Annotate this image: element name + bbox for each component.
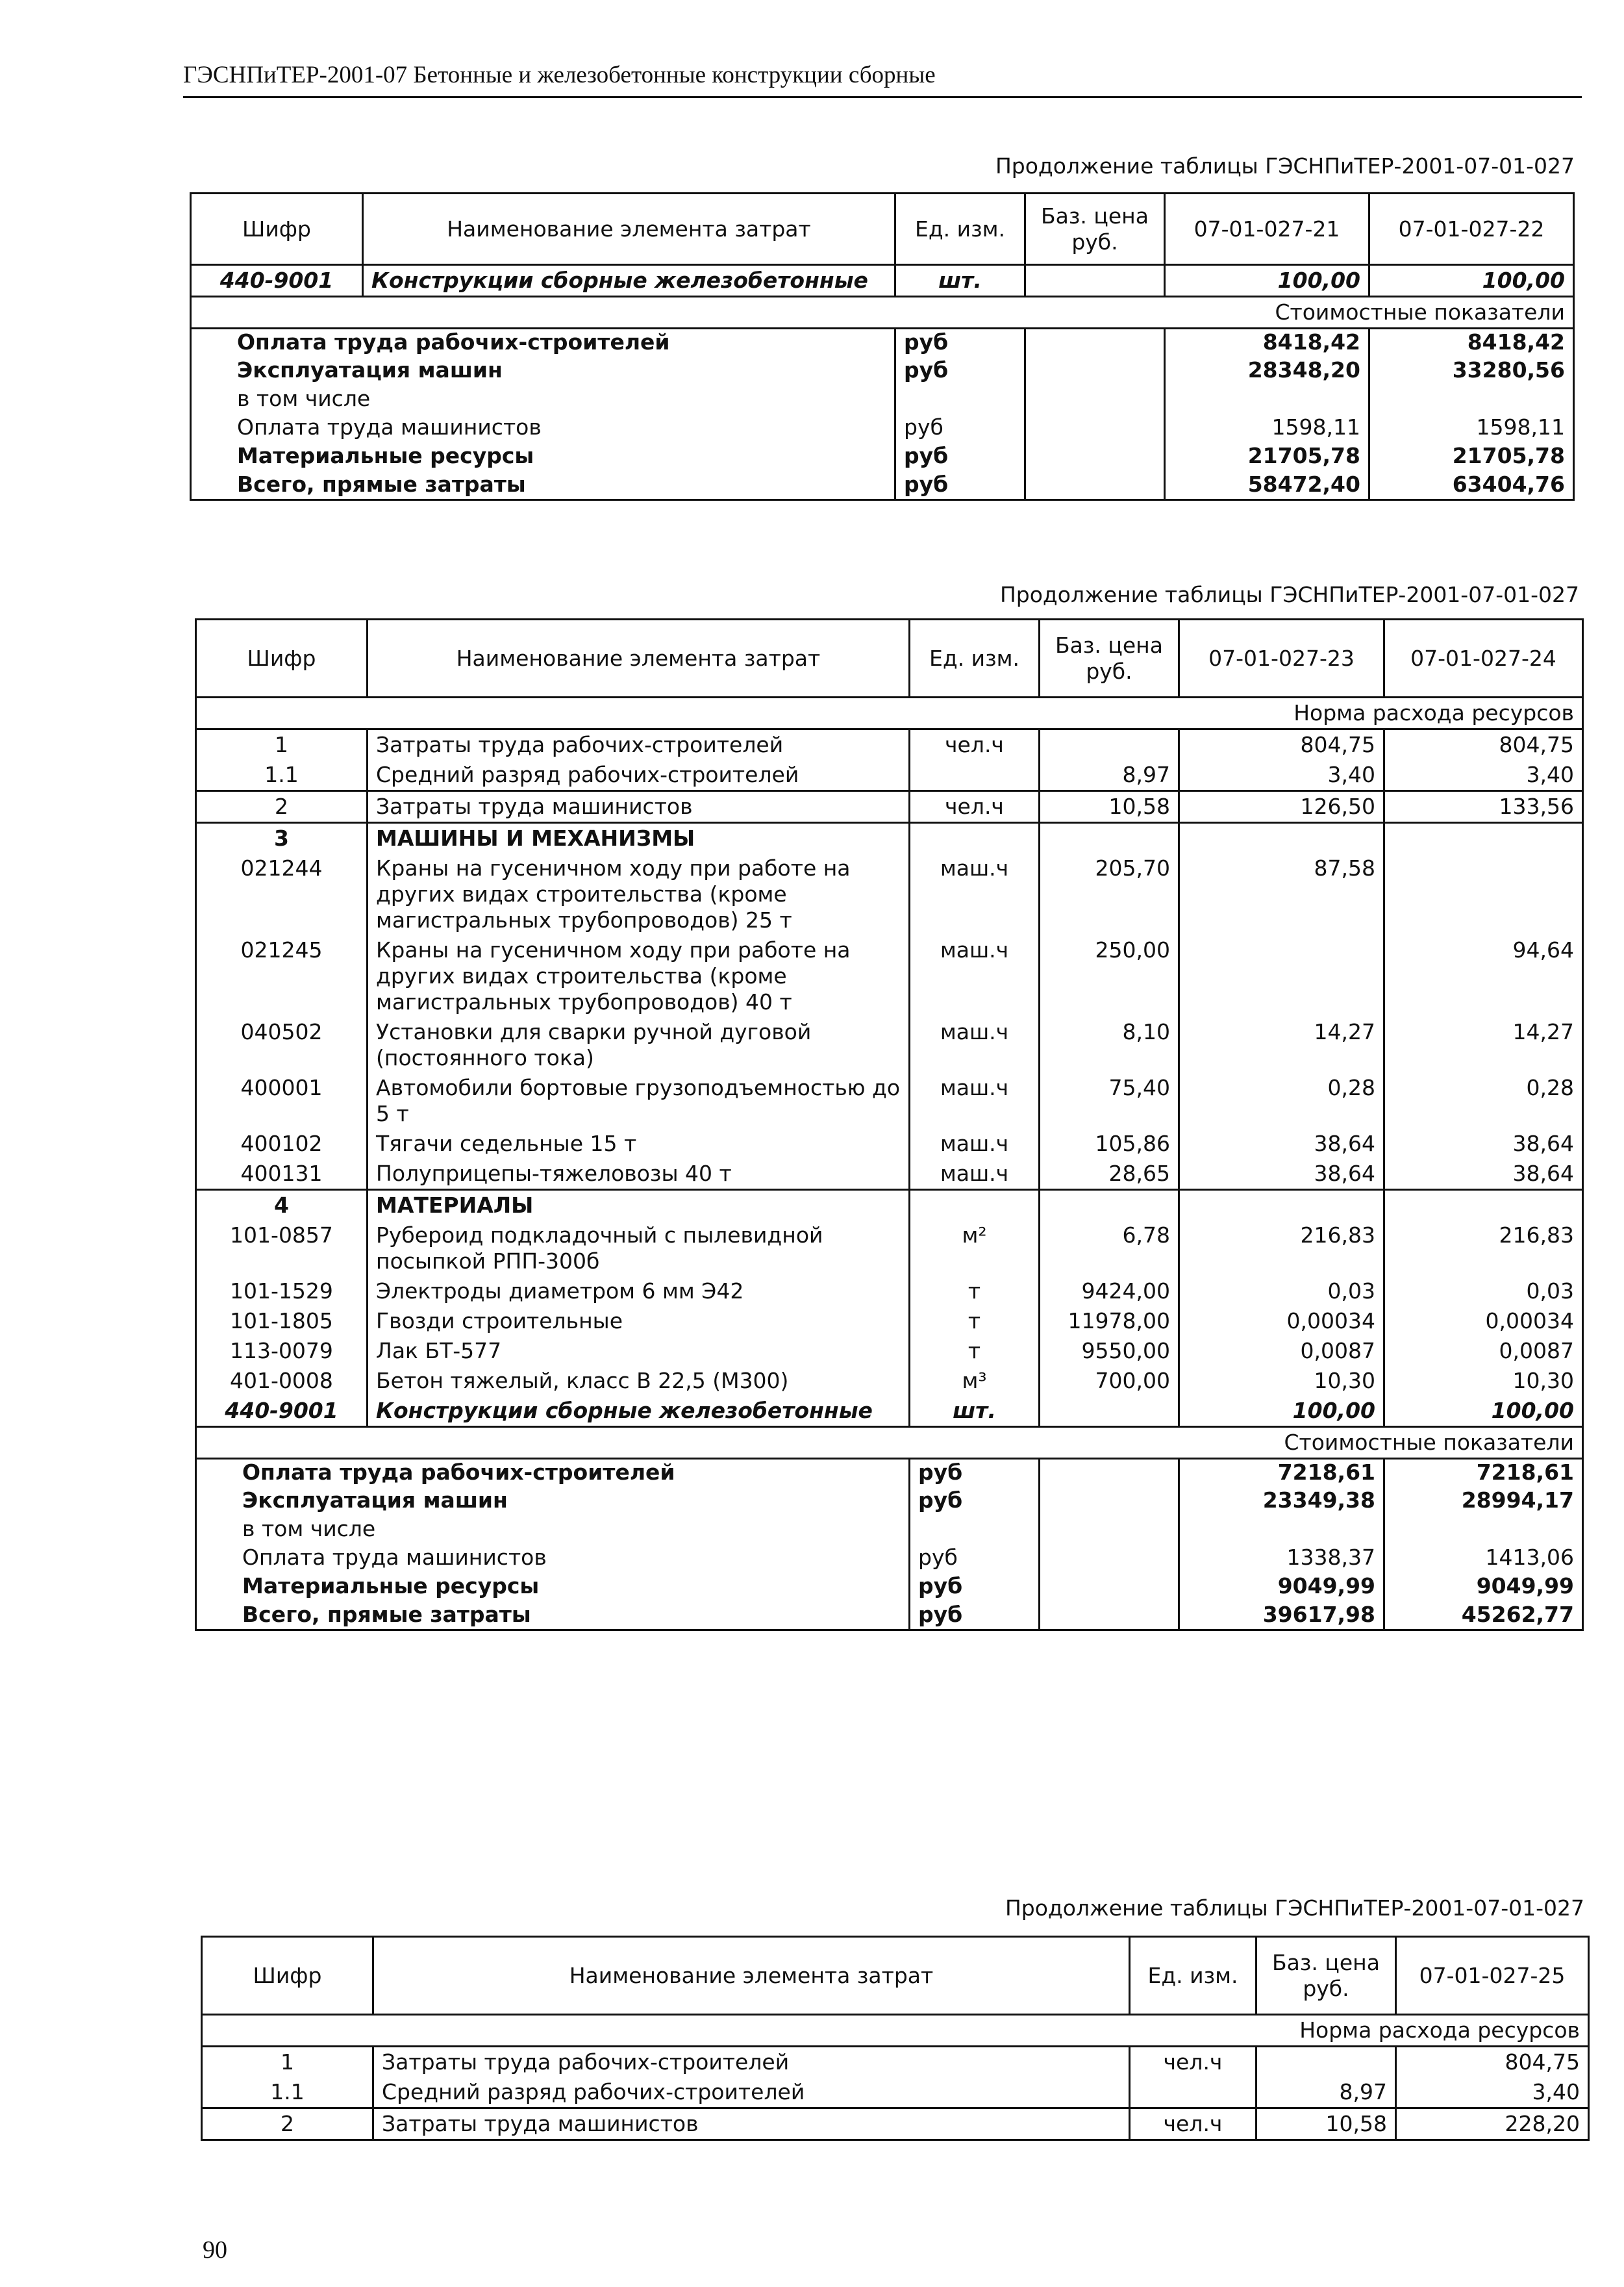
row-value: 3,40 [1396,2077,1589,2108]
cost-unit: руб [895,357,1025,386]
row-value: 14,27 [1384,1017,1583,1073]
cost-value: 63404,76 [1369,472,1574,500]
row-value: 804,75 [1396,2047,1589,2078]
cost-section-label: Стоимостные показатели [196,1427,1583,1459]
table1-cost-body [191,329,1574,500]
cost-value [1384,1516,1583,1545]
col-code-header: Шифр [196,620,368,698]
row-unit: маш.ч [910,853,1040,935]
row-name: Рубероид подкладочный с пылевидной посыпкой РПП-300б [368,1220,910,1276]
table3-resource-body [202,2047,1589,2140]
cost-value: 21705,78 [1369,443,1574,472]
row-code: 021245 [196,935,368,1017]
row-unit: шт. [895,265,1025,297]
cost-price-empty [1025,386,1165,414]
row-value: 10,30 [1179,1366,1384,1396]
cost-unit: руб [910,1487,1040,1516]
row-price [1040,1396,1179,1427]
cost-value [1179,1516,1384,1545]
row-value: 216,83 [1384,1220,1583,1276]
table-row [202,2108,1589,2140]
cost-row [191,357,1574,386]
cost-price-empty [1025,357,1165,386]
col-name-header: Наименование элемента затрат [363,194,895,265]
row-unit: м² [910,1220,1040,1276]
row-value [1384,1190,1583,1221]
cost-name: в том числе [242,1515,376,1541]
col-v1-header: 07-01-027-23 [1179,620,1384,698]
table-row [196,1017,1583,1073]
cost-price-empty [1040,1573,1179,1602]
row-value: 0,03 [1179,1276,1384,1306]
cost-value: 45262,77 [1384,1602,1583,1630]
cost-value: 21705,78 [1165,443,1369,472]
row-code: 440-9001 [196,1396,368,1427]
row-name: Гвозди строительные [368,1306,910,1336]
col-unit-header: Ед. изм. [910,620,1040,698]
running-header: ГЭСНПиТЕР-2001-07 Бетонные и железобетонные конструкции сборные [183,61,1582,98]
row-value: 14,27 [1179,1017,1384,1073]
cost-name: Материальные ресурсы [237,442,534,468]
cost-price-empty [1040,1459,1179,1487]
row-name: Тягачи седельные 15 т [368,1129,910,1159]
col-name-header: Наименование элемента затрат [368,620,910,698]
table2-norm-section [196,698,1583,729]
cost-row [191,443,1574,472]
cost-price-empty [1040,1602,1179,1630]
table-row [196,1366,1583,1396]
table3-header-row [202,1937,1589,2015]
cost-name: Всего, прямые затраты [237,471,526,497]
col-v1-header: 07-01-027-25 [1396,1937,1589,2015]
row-unit: чел.ч [910,791,1040,823]
row-value: 0,28 [1384,1073,1583,1129]
cost-value: 7218,61 [1179,1459,1384,1487]
table1-header-row [191,194,1574,265]
row-name: Автомобили бортовые грузоподъемностью до 5 т [368,1073,910,1129]
row-price: 10,58 [1256,2108,1396,2140]
cost-value: 7218,61 [1384,1459,1583,1487]
table-row [202,2047,1589,2078]
cost-value [1369,386,1574,414]
table-row [196,791,1583,823]
cost-unit: руб [895,443,1025,472]
cost-row [196,1516,1583,1545]
row-name: Затраты труда машинистов [368,791,910,823]
cost-name: Эксплуатация машин [237,357,503,383]
col-price-header: Баз. цена руб. [1025,194,1165,265]
cost-price-empty [1025,414,1165,443]
table-row [196,823,1583,854]
col-code-header: Шифр [191,194,363,265]
col-unit-header: Ед. изм. [895,194,1025,265]
table2-cost-body [196,1459,1583,1630]
row-name: Затраты труда машинистов [373,2108,1130,2140]
row-value: 100,00 [1179,1396,1384,1427]
row-name: Краны на гусеничном ходу при работе на других видах строительства (кроме магистральных трубопроводов) 25 т [368,853,910,935]
row-code: 4 [196,1190,368,1221]
row-code: 113-0079 [196,1336,368,1366]
cost-value: 1598,11 [1369,414,1574,443]
row-code: 2 [202,2108,373,2140]
row-unit: маш.ч [910,1017,1040,1073]
cost-price-empty [1040,1545,1179,1573]
cost-row [196,1459,1583,1487]
row-name: Краны на гусеничном ходу при работе на других видах строительства (кроме магистральных трубопроводов) 40 т [368,935,910,1017]
cost-unit: руб [910,1602,1040,1630]
row-value: 100,00 [1369,265,1574,297]
table3-caption: Продолжение таблицы ГЭСНПиТЕР-2001-07-01-027 [1005,1895,1584,1921]
row-unit: маш.ч [910,1129,1040,1159]
row-value: 228,20 [1396,2108,1589,2140]
cost-price-empty [1040,1516,1179,1545]
cost-value [1165,386,1369,414]
row-value: 133,56 [1384,791,1583,823]
row-value: 3,40 [1384,760,1583,791]
row-price [1256,2047,1396,2078]
col-unit-header: Ед. изм. [1130,1937,1256,2015]
col-v2-header: 07-01-027-22 [1369,194,1574,265]
cost-name: Оплата труда машинистов [242,1544,547,1570]
cost-unit: руб [910,1545,1040,1573]
norm-section-label: Норма расхода ресурсов [202,2015,1589,2047]
table-row [202,2077,1589,2108]
cost-value: 39617,98 [1179,1602,1384,1630]
cost-row [191,386,1574,414]
cost-unit: руб [910,1459,1040,1487]
row-price: 75,40 [1040,1073,1179,1129]
row-price: 8,10 [1040,1017,1179,1073]
row-name: Полуприцепы-тяжеловозы 40 т [368,1159,910,1190]
row-price: 9550,00 [1040,1336,1179,1366]
cost-name: Всего, прямые затраты [242,1601,531,1627]
row-unit: шт. [910,1396,1040,1427]
row-value: 0,03 [1384,1276,1583,1306]
row-value: 87,58 [1179,853,1384,935]
row-unit [910,760,1040,791]
row-unit: чел.ч [1130,2108,1256,2140]
row-name: МАШИНЫ И МЕХАНИЗМЫ [368,823,910,854]
cost-row [191,472,1574,500]
table-row [196,853,1583,935]
row-price [1040,729,1179,761]
cost-name: Оплата труда рабочих-строителей [242,1459,675,1485]
table-row [196,1073,1583,1129]
page-number: 90 [203,2236,227,2264]
row-code: 400131 [196,1159,368,1190]
row-value: 38,64 [1384,1159,1583,1190]
row-price: 6,78 [1040,1220,1179,1276]
cost-price-empty [1025,329,1165,357]
row-name: Конструкции сборные железобетонные [363,265,895,297]
col-v1-header: 07-01-027-21 [1165,194,1369,265]
table2-cost-section [196,1427,1583,1459]
cost-value: 9049,99 [1384,1573,1583,1602]
row-code: 101-0857 [196,1220,368,1276]
cost-row [196,1487,1583,1516]
row-unit: маш.ч [910,1073,1040,1129]
cost-name: Материальные ресурсы [242,1573,540,1598]
table3-norm-section [202,2015,1589,2047]
row-unit: т [910,1336,1040,1366]
row-price: 105,86 [1040,1129,1179,1159]
table-row [196,1306,1583,1336]
cost-value: 1338,37 [1179,1545,1384,1573]
table2-caption: Продолжение таблицы ГЭСНПиТЕР-2001-07-01-027 [999,582,1579,607]
row-value: 126,50 [1179,791,1384,823]
cost-value: 9049,99 [1179,1573,1384,1602]
cost-row [196,1573,1583,1602]
row-value: 3,40 [1179,760,1384,791]
table-row [196,1159,1583,1190]
row-value: 804,75 [1384,729,1583,761]
row-name: Бетон тяжелый, класс В 22,5 (М300) [368,1366,910,1396]
cost-value: 23349,38 [1179,1487,1384,1516]
row-code: 1 [202,2047,373,2078]
row-code: 1.1 [196,760,368,791]
row-value: 0,0087 [1384,1336,1583,1366]
table-row [196,1396,1583,1427]
table-row [196,760,1583,791]
row-price: 28,65 [1040,1159,1179,1190]
row-price: 9424,00 [1040,1276,1179,1306]
row-value [1384,853,1583,935]
row-price: 8,97 [1256,2077,1396,2108]
cost-value: 1413,06 [1384,1545,1583,1573]
col-v2-header: 07-01-027-24 [1384,620,1583,698]
row-code: 2 [196,791,368,823]
row-price: 11978,00 [1040,1306,1179,1336]
row-value: 38,64 [1179,1129,1384,1159]
table-row [196,1336,1583,1366]
row-price [1040,1190,1179,1221]
row-unit: маш.ч [910,1159,1040,1190]
row-name: Установки для сварки ручной дуговой (постоянного тока) [368,1017,910,1073]
col-price-header: Баз. цена руб. [1040,620,1179,698]
cost-value: 28348,20 [1165,357,1369,386]
row-value [1179,935,1384,1017]
cost-name: Эксплуатация машин [242,1487,508,1513]
row-price [1025,265,1165,297]
table-row [196,1129,1583,1159]
cost-unit [910,1516,1040,1545]
cost-row [191,414,1574,443]
row-value: 38,64 [1384,1129,1583,1159]
row-value: 10,30 [1384,1366,1583,1396]
row-value: 100,00 [1165,265,1369,297]
row-price: 205,70 [1040,853,1179,935]
table2-header-row [196,620,1583,698]
row-code: 400102 [196,1129,368,1159]
row-code: 101-1529 [196,1276,368,1306]
table1-caption: Продолжение таблицы ГЭСНПиТЕР-2001-07-01-027 [995,153,1575,179]
row-name: Затраты труда рабочих-строителей [373,2047,1130,2078]
table-row [196,1190,1583,1221]
cost-name: Оплата труда машинистов [237,414,542,440]
row-unit: чел.ч [910,729,1040,761]
cost-value: 1598,11 [1165,414,1369,443]
row-code: 3 [196,823,368,854]
table3 [201,1936,1590,2141]
row-name: Средний разряд рабочих-строителей [368,760,910,791]
row-value [1179,823,1384,854]
row-name: Средний разряд рабочих-строителей [373,2077,1130,2108]
row-name: Конструкции сборные железобетонные [368,1396,910,1427]
row-value: 0,28 [1179,1073,1384,1129]
cost-value: 33280,56 [1369,357,1574,386]
row-name: Затраты труда рабочих-строителей [368,729,910,761]
table-row [196,935,1583,1017]
cost-unit: руб [910,1573,1040,1602]
row-price: 8,97 [1040,760,1179,791]
cost-unit [895,386,1025,414]
cost-unit: руб [895,472,1025,500]
row-value: 38,64 [1179,1159,1384,1190]
row-value: 94,64 [1384,935,1583,1017]
cost-row [191,329,1574,357]
row-code: 021244 [196,853,368,935]
row-value [1179,1190,1384,1221]
cost-name: в том числе [237,385,371,411]
row-unit: чел.ч [1130,2047,1256,2078]
row-price: 700,00 [1040,1366,1179,1396]
row-value: 216,83 [1179,1220,1384,1276]
row-price: 250,00 [1040,935,1179,1017]
row-unit: маш.ч [910,935,1040,1017]
row-unit: т [910,1276,1040,1306]
table1-cost-section [191,297,1574,329]
row-value: 0,0087 [1179,1336,1384,1366]
col-price-header: Баз. цена руб. [1256,1937,1396,2015]
table2 [195,618,1584,1631]
row-code: 040502 [196,1017,368,1073]
table-row [196,729,1583,761]
cost-row [196,1602,1583,1630]
row-name: МАТЕРИАЛЫ [368,1190,910,1221]
table-row [196,1220,1583,1276]
cost-value: 8418,42 [1165,329,1369,357]
cost-value: 58472,40 [1165,472,1369,500]
row-value: 804,75 [1179,729,1384,761]
row-unit: м³ [910,1366,1040,1396]
row-value [1384,823,1583,854]
row-unit [910,1190,1040,1221]
row-code: 101-1805 [196,1306,368,1336]
row-unit [1130,2077,1256,2108]
cost-value: 28994,17 [1384,1487,1583,1516]
row-code: 1.1 [202,2077,373,2108]
table1-resource-body [191,265,1574,297]
cost-unit: руб [895,329,1025,357]
table1 [190,192,1575,501]
row-name: Лак БТ-577 [368,1336,910,1366]
table-row [196,1276,1583,1306]
row-code: 400001 [196,1073,368,1129]
cost-price-empty [1040,1487,1179,1516]
cost-section-label: Стоимостные показатели [191,297,1574,329]
row-code: 440-9001 [191,265,363,297]
row-value: 100,00 [1384,1396,1583,1427]
col-code-header: Шифр [202,1937,373,2015]
row-code: 1 [196,729,368,761]
row-value: 0,00034 [1179,1306,1384,1336]
col-name-header: Наименование элемента затрат [373,1937,1130,2015]
cost-price-empty [1025,443,1165,472]
row-name: Электроды диаметром 6 мм Э42 [368,1276,910,1306]
row-unit [910,823,1040,854]
cost-name: Оплата труда рабочих-строителей [237,329,670,355]
row-unit: т [910,1306,1040,1336]
table-row [191,265,1574,297]
cost-value: 8418,42 [1369,329,1574,357]
cost-price-empty [1025,472,1165,500]
cost-row [196,1545,1583,1573]
row-value: 0,00034 [1384,1306,1583,1336]
table2-resource-body [196,729,1583,1427]
row-price: 10,58 [1040,791,1179,823]
cost-unit: руб [895,414,1025,443]
norm-section-label: Норма расхода ресурсов [196,698,1583,729]
row-price [1040,823,1179,854]
row-code: 401-0008 [196,1366,368,1396]
